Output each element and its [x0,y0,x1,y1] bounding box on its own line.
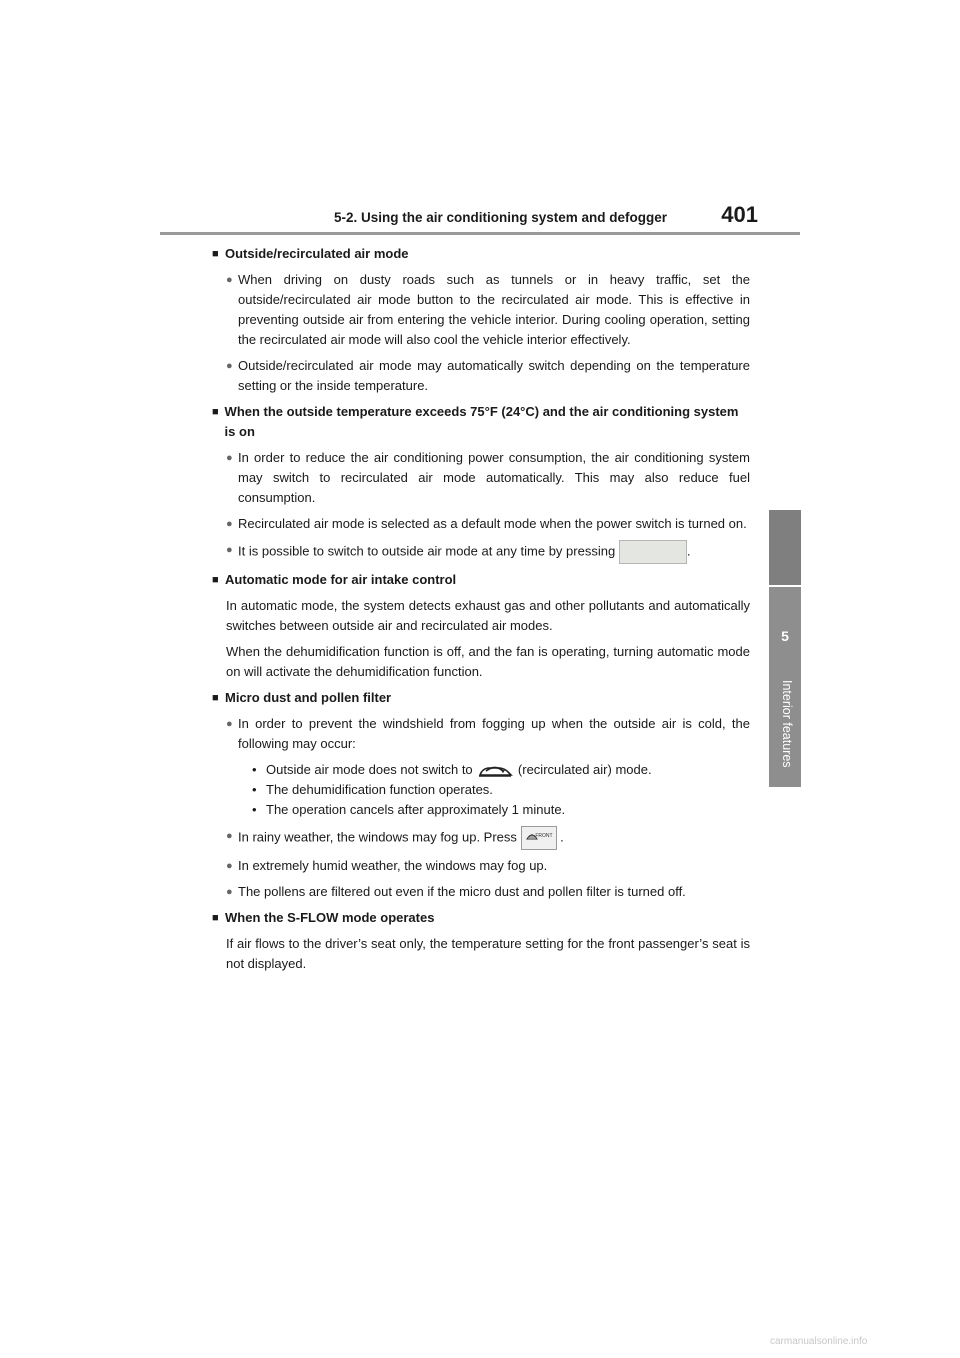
circle-bullet-icon: ● [226,544,233,556]
square-bullet-icon: ■ [212,406,219,418]
header-rule [160,232,800,235]
list-item: ● When driving on dusty roads such as tunnels or in heavy traffic, set the outside/recirculated air mode button to the recirculated air mode. This is effective in preventing outside air from entering the vehicle interior. During cooling operation, setting the recirculated air mode will also cool the vehicle interior effectively. [226,270,750,350]
dot-marker-icon: • [252,802,257,817]
section-pollen-filter [212,688,750,902]
circle-bullet-icon: ● [226,360,233,372]
sub-list-item: • Outside air mode does not switch to (recirculated air) mode. [252,760,750,780]
circle-bullet-icon: ● [226,518,233,530]
square-bullet-icon: ■ [212,692,219,704]
page-content [212,244,750,980]
paragraph: If air flows to the driver’s seat only, the temperature setting for the front passenger’s seat is not displayed. [226,936,750,971]
list-item: ● In order to prevent the windshield from fogging up when the outside air is cold, the following may occur: [226,714,750,754]
list-item: ● In order to reduce the air conditioning power consumption, the air conditioning system may switch to recirculated air mode automatically. This may also reduce fuel consumption. [226,448,750,508]
air-intake-button-icon [619,540,687,564]
square-bullet-icon: ■ [212,248,219,260]
section-automatic-mode [212,570,750,682]
paragraph: When the dehumidification function is off, and the fan is operating, turning automatic mode on will activate the dehumidification function. [226,644,750,679]
list-item: ● It is possible to switch to outside air mode at any time by pressing . [226,540,750,564]
circle-bullet-icon: ● [226,886,233,898]
section-title: 5-2. Using the air conditioning system and defogger [333,210,667,225]
list-item: ● In rainy weather, the windows may fog up. Press FRONT . [226,826,750,850]
circle-bullet-icon: ● [226,860,233,872]
page-number: 401 [721,202,758,227]
watermark: carmanualsonline.info [770,1336,868,1347]
section-heading: ■ Outside/recirculated air mode [212,244,750,264]
section-heading: ■ When the S-FLOW mode operates [212,908,750,928]
list-item: ● In extremely humid weather, the windows may fog up. [226,856,750,876]
section-s-flow [212,908,750,974]
list-item: ● Outside/recirculated air mode may automatically switch depending on the temperature setting or the inside temperature. [226,356,750,396]
circle-bullet-icon: ● [226,830,233,842]
list-item: ● The pollens are filtered out even if the micro dust and pollen filter is turned off. [226,882,750,902]
paragraph: In automatic mode, the system detects exhaust gas and other pollutants and automatically switches between outside air and recirculated air modes. [226,598,750,633]
chapter-label: Interior features [780,680,794,768]
list-item: ● Recirculated air mode is selected as a default mode when the power switch is turned on. [226,514,750,534]
section-heading: ■ When the outside temperature exceeds 75°F (24°C) and the air conditioning system is on [212,402,750,442]
section-heading: ■ Micro dust and pollen filter [212,688,750,708]
circle-bullet-icon: ● [226,452,233,464]
sub-list-item: • The operation cancels after approximately 1 minute. [252,800,750,820]
circle-bullet-icon: ● [226,274,233,286]
square-bullet-icon: ■ [212,574,219,586]
dot-marker-icon: • [252,782,257,797]
chapter-number: 5 [781,628,789,644]
circle-bullet-icon: ● [226,718,233,730]
section-heading: ■ Automatic mode for air intake control [212,570,750,590]
side-tab-upper [769,510,801,585]
front-defogger-button-icon: FRONT [521,826,557,850]
square-bullet-icon: ■ [212,912,219,924]
sub-list-item: • The dehumidification function operates. [252,780,750,800]
section-outside-temperature [212,402,750,564]
recirculated-air-icon [476,762,514,780]
section-outside-recirculated [212,244,750,396]
page-header [160,200,800,234]
dot-marker-icon: • [252,762,257,777]
